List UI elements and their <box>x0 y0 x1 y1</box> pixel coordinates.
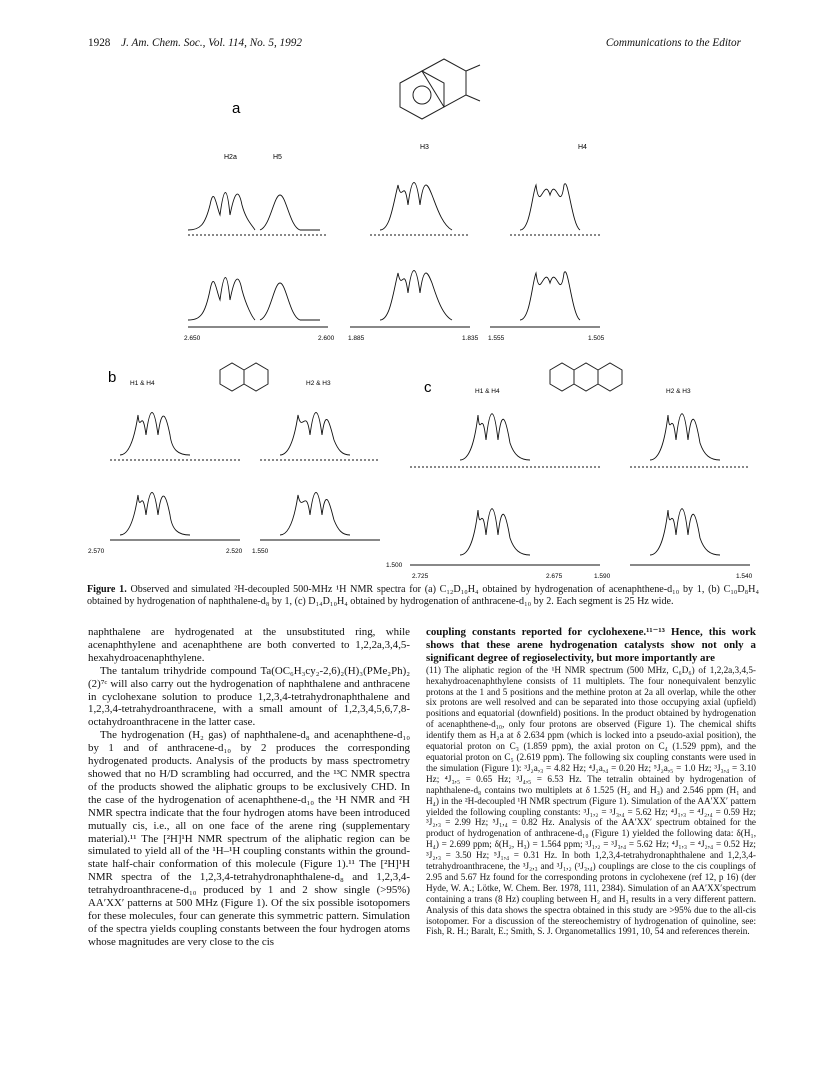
peak-label-c1: H1 & H4 <box>475 388 500 395</box>
tick-a-left-start: 2.650 <box>184 335 201 342</box>
tick-a-right-start: 1.555 <box>488 335 505 342</box>
section-title: Communications to the Editor <box>605 37 741 49</box>
tick-b-right-end: 1.500 <box>386 562 403 569</box>
peak-label-a3: H3 <box>420 144 429 151</box>
tick-c-left-start: 2.725 <box>412 573 429 580</box>
panel-label-c: c <box>424 379 432 396</box>
figure-caption-text: Observed and simulated ²H-decoupled 500-MHz ¹H NMR spectra for (a) C₁₂D₁₀H₄ obtained by hydrogenation of acenaphthene-d₁₀ by 1, (b) C₁₀D₈H₄ obtained by hydrogenation of naphthalene-d₈ by 1, (c) D₁₄D₁₀H₄ obtained by hydrogenation of anthracene-d₁₀ by 2. Each segment is 25 Hz wide. <box>87 584 759 608</box>
peak-label-a2: H5 <box>273 154 282 161</box>
panel-label-b: b <box>108 369 117 386</box>
tick-c-right-end: 1.540 <box>736 573 753 580</box>
peak-label-b2: H2 & H3 <box>306 380 331 387</box>
panel-label-a: a <box>232 100 241 117</box>
nmr-figure <box>80 55 760 585</box>
running-header-left <box>88 37 302 49</box>
tick-b-left-end: 2.520 <box>226 548 243 555</box>
tetrahydroanthracene-structure <box>550 363 622 391</box>
tick-c-left-end: 2.675 <box>546 573 563 580</box>
peak-label-a1: H2a <box>224 154 237 161</box>
footnote-11: (11) The aliphatic region of the ¹H NMR spectrum (500 MHz, C₆D₆) of 1,2,2a,3,4,5-hexahydroacenaphthylene consists of 11 multiplets. The four nonequivalent benzylic protons at the 1 and 5 positions and the methine proton at 2a all overlap, while the other six protons are well resolved and can be separated into those occupying axial (upfield) positions and equatorial (downfield) positions. In the product obtained by hydrogenation of acenaphthene-d₁₀, only four protons are observed (Figure 1). The chemical shifts identify them as H₂a at δ 2.634 ppm (which is locked into a pseudo-axial position), the equatorial proton on C₃ (1.859 ppm), the axial proton on C₄ (1.529 ppm), and the equatorial proton on C₅ (2.619 ppm). The following six coupling constants were used in the simulation (Figure 1): ³J₂a,₃ = 4.82 Hz; ⁴J₂a,₄ = 0.20 Hz; ⁵J₂a,₅ = 1.0 Hz; ³J₃,₄ = 3.10 Hz; ⁴J₃,₅ = 0.65 Hz; ³J₄,₅ = 6.53 Hz. The tetralin obtained by hydrogenation of naphthalene-d₈ contains two multiplets at δ 1.525 (H₂ and H₃) and 2.546 ppm (H₁ and H₄) in the ²H-decoupled ¹H NMR spectrum (Figure 1). Simulation of the AA′XX′ pattern yielded the following coupling constants: ³J₁,₂ = ³J₃,₄ = 5.62 Hz; ⁴J₁,₃ = ⁴J₂,₄ = 0.59 Hz; ³J₂,₃ = 2.99 Hz; ⁵J₁,₄ = 0.82 Hz. Analysis of the AA′XX′ spectrum obtained for the product of hydrogenation of anthracene-d₁₀ (Figure 1) yielded the following data: δ(H₁, H₄) = 2.699 ppm; δ(H₂, H₃) = 1.564 ppm; ³J₁,₂ = ³J₃,₄ = 5.62 Hz; ⁴J₁,₃ = ⁴J₂,₄ = 0.52 Hz; ³J₂,₃ = 3.50 Hz; ⁵J₁,₄ = 0.31 Hz. In both 1,2,3,4-tetrahydronaphthalene and 1,2,3,4-tetrahydroanthracene, the ³J₂,₃ and ³J₁,₂ (³J₃,₄) couplings are close to the cis couplings of 2.95 and 5.67 Hz found for the corresponding protons in cyclohexene (ref 12, p 16) (der Hyde, W. A.; Lötke, W. Chem. Ber. 1978, 111, 2384). Simulation of an AA′XX′spectrum containing a trans (8 Hz) coupling between H₂ and H₃ results in a very different pattern. Analysis of this data shows the spectra obtained in this study are >95% due to the all-cis isotopomer. For a discussion of the stereochemistry of hydrogenation of quinoline, see: Fish, R. H.; Baralt, E.; Smith, S. J. Organometallics 1991, 10, 54 and references therein. <box>426 664 756 937</box>
tick-c-right-start: 1.590 <box>594 573 611 580</box>
paragraph-1: naphthalene are hydrogenated at the unsubstituted ring, while acenaphthylene and acenaphthene are both converted to 1,2,2a,3,4,5-hexahydroacenaphthylene. <box>88 626 410 664</box>
peak-label-a4: H4 <box>578 144 587 151</box>
axis-ticks <box>88 335 753 580</box>
figure-label: Figure 1. <box>87 584 127 595</box>
journal-citation: J. Am. Chem. Soc., Vol. 114, No. 5, 1992 <box>121 37 302 49</box>
left-column <box>88 626 410 949</box>
tick-a-left-end: 2.600 <box>318 335 335 342</box>
peak-label-c2: H2 & H3 <box>666 388 691 395</box>
spectra-traces <box>110 183 750 566</box>
tetrahydronaphthalene-structure <box>220 363 268 391</box>
peak-label-b1: H1 & H4 <box>130 380 155 387</box>
page-number: 1928 <box>88 37 111 49</box>
acenaphthylene-structure <box>400 59 480 119</box>
tick-a-mid-start: 1.885 <box>348 335 365 342</box>
paragraph-right: coupling constants reported for cyclohexene.¹¹⁻¹³ Hence, this work shows that these arene hydrogenation catalysts show not only a significant degree of regioselectivity, but more importantly are <box>426 626 756 664</box>
tick-a-right-end: 1.505 <box>588 335 605 342</box>
paragraph-2: The tantalum trihydride compound Ta(OC₆H₃cy₂-2,6)₂(H)₃(PMe₂Ph)₂ (2)⁷ᶜ will also carry out the hydrogenation of naphthalene and anthracene in cyclohexane solution to produce 1,2,3,4-tetrahydronaphthalene and 1,2,3,4-tetrahydroanthracene, with a small amount of 1,2,3,4,5,6,7,8-octahydroanthracene in the latter case. <box>88 664 410 729</box>
tick-b-left-start: 2.570 <box>88 548 105 555</box>
tick-a-mid-end: 1.835 <box>462 335 479 342</box>
figure-caption <box>87 584 759 609</box>
paragraph-3: The hydrogenation (H₂ gas) of naphthalene-d₈ and acenaphthene-d₁₀ by 1 and of anthracene-d₁₀ by 2 produces the corresponding hydrogenated products. Analysis of the products by mass spectrometry showed that no H/D scrambling had occurred, and the ¹³C NMR spectra of the products showed the aliphatic groups to be exclusively CHD. In the case of the hydrogenation of acenaphthene-d₁₀ the ¹H NMR and ²H NMR spectra indicate that the four hydrogen atoms have been introduced mutually cis, i.e., all on one face of the arene ring (supplementary material).¹¹ The [²H]¹H NMR spectrum of the aliphatic region can be simulated to yield all of the ¹H–¹H coupling constants within the ground-state half-chair conformation of this molecule (Figure 1).¹¹ The [²H]¹H NMR spectra of the 1,2,3,4-tetrahydronaphthalene-d₈ and 1,2,3,4-tetrahydroanthracene-d₁₀ produced by 1 and 2 show single (>95%) AA′XX′ patterns at 500 MHz (Figure 1). Of the six possible isotopomers for these molecules, four can generate this symmetric pattern. Simulation of the spectra yields coupling constants between the four hydrogen atoms whose magnitudes are very close to the cis <box>88 729 410 948</box>
tick-b-right-start: 1.550 <box>252 548 269 555</box>
right-column <box>426 626 756 937</box>
